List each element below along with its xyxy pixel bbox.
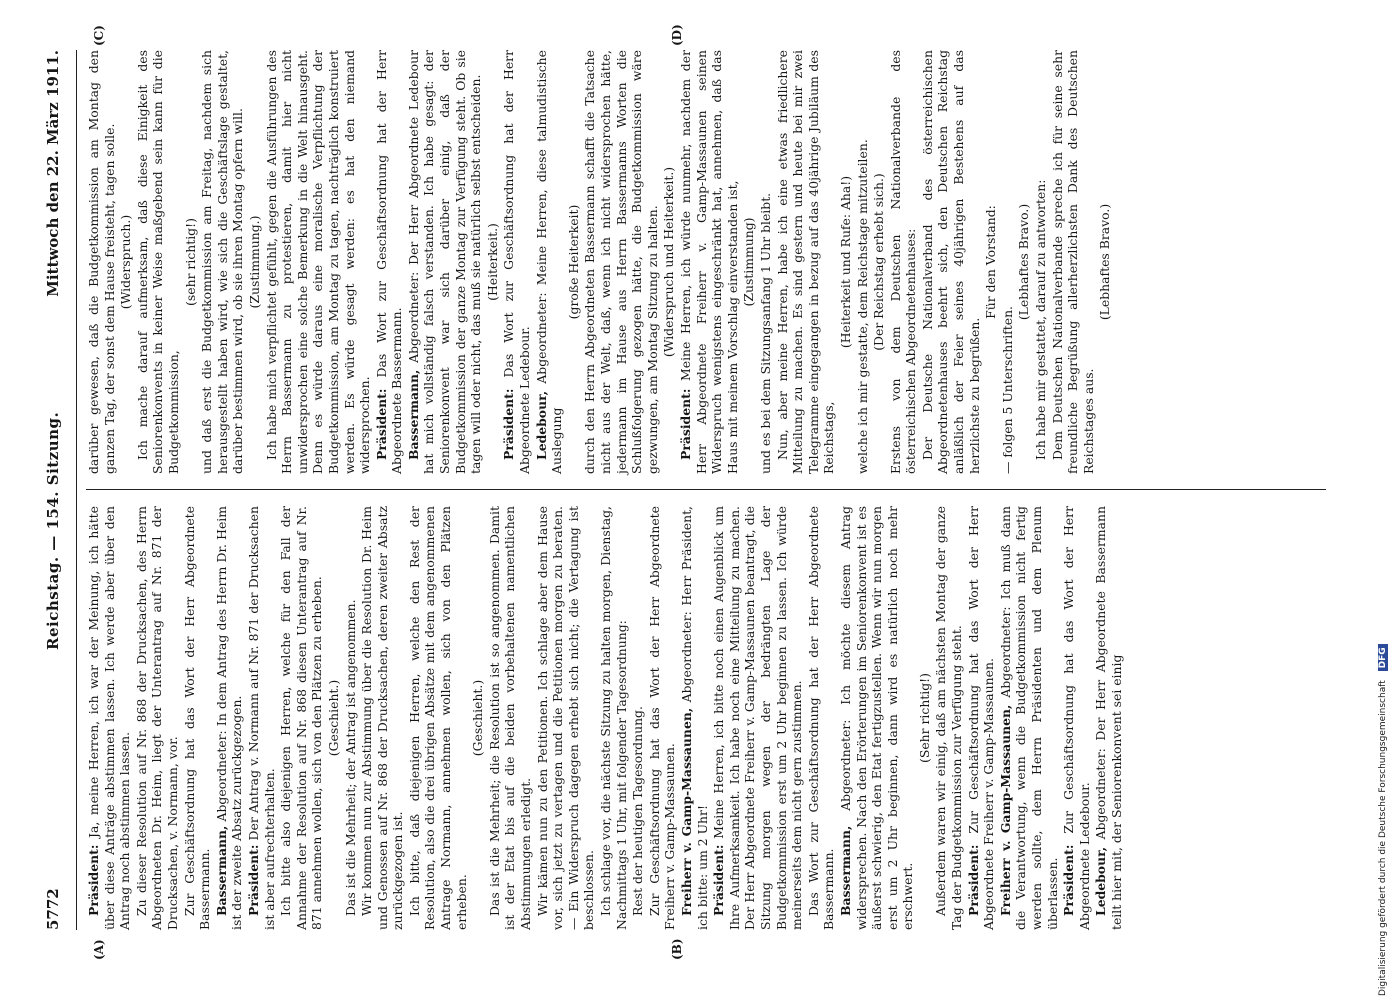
paragraph-text: Rest der heutigen Tagesordnung. <box>630 706 646 916</box>
paragraph <box>647 506 678 930</box>
margin-mark-b: (B) <box>670 938 684 960</box>
paragraph-text: Abgeordneter: Der Herr Abgeordnete Bassermann teilt hier mit, der Seniorenkonvent sei einig <box>1093 506 1124 930</box>
paragraph-text: Dem Deutschen Nationalverbande spreche ich für seine sehr freundliche Begrüßung allerherzlichsten Dank des Deutschen Reichstages aus. <box>1049 50 1096 474</box>
paragraph <box>183 50 199 474</box>
paragraph <box>534 50 565 474</box>
paragraph-text: Zur Geschäftsordnung hat das Wort der Herr Abgeordnete Ledebour. <box>1061 506 1092 930</box>
paragraph <box>1097 50 1113 474</box>
paragraph <box>917 506 933 930</box>
speaker-name: Präsident: <box>677 388 693 460</box>
paragraph <box>1061 506 1092 930</box>
speaker-name: Präsident: <box>711 844 727 916</box>
paragraph-text: welche ich mir gestatte, dem Reichstage mitzuteilen. <box>854 139 870 474</box>
speaker-name: Präsident: <box>373 388 389 460</box>
paragraph-text: Abgeordneter: Der Herr Abgeordnete Ledebour hat mich vollständig falsch verstanden. Ich habe gesagt: der Seniorenkonvent war sich darüber einig, daß der Budgetkommission der ganze Montag zur Verfügung steht. Ob sie tagen will oder nicht, das muß sie natürlich selbst entscheiden. <box>405 50 484 474</box>
paragraph <box>359 506 406 930</box>
speaker-name: Bassermann, <box>405 369 421 460</box>
paragraph <box>678 50 740 474</box>
paragraph <box>485 50 501 474</box>
paragraph <box>214 506 245 930</box>
paragraph-text: Das Wort zur Geschäftsordnung hat der Herr Abgeordnete Bassermann. <box>805 506 837 930</box>
paragraph <box>630 506 646 930</box>
paragraph-text: Außerdem waren wir einig, daß am nächsten Montag der ganze Tag der Budgetkommission zur Verfügung steht. <box>933 506 965 930</box>
paragraph <box>661 50 677 474</box>
paragraph-text: (Zustimmung.) <box>246 215 262 309</box>
speaker-name: Bassermann, <box>837 825 853 916</box>
paragraph-text: Der Antrag v. Normann auf Nr. 871 der Drucksachen ist aber aufrechterhalten. <box>245 506 277 930</box>
margin-mark-a: (A) <box>92 939 106 960</box>
paragraph <box>487 506 534 930</box>
paragraph <box>199 50 246 474</box>
paragraph <box>501 50 532 474</box>
speaker-name: Freiherr v. Gamp-Massaunen, <box>997 704 1013 916</box>
paragraph <box>407 506 469 930</box>
paragraph-text: Abgeordneter: Herr Präsident, ich bitte: um 2 Uhr! <box>678 506 710 930</box>
paragraph <box>566 50 582 474</box>
paragraph-text: Abgeordneter: In dem Antrag des Herrn Dr. Heim ist der zweite Absatz zurückgezogen. <box>213 506 245 930</box>
paragraph-text: Zur Geschäftsordnung hat das Wort der Herr Abgeordnete Freiherr v. Gamp-Massaunen. <box>646 506 678 930</box>
speaker-name: Freiherr v. Gamp-Massaunen, <box>678 707 694 916</box>
page-number: 5772 <box>44 888 62 930</box>
page-title: Reichstag. — 154. Sitzung. <box>44 411 62 650</box>
credit-text: Digitalisierung gefördert durch die Deutsche Forschungsgemeinschaft <box>1378 680 1388 996</box>
paragraph-text: Wir kommen nun zur Abstimmung über die Resolution Dr. Heim und Genossen auf Nr. 868 der Drucksachen, deren zweiter Absatz zurückgezogen ist. <box>359 506 406 930</box>
paragraph-text: Zu dieser Resolution auf Nr. 868 der Drucksachen, des Herrn Abgeordneten Dr. Heim, liegt der Unterantrag auf Nr. 871 der Drucksachen, v. Normann, vor. <box>133 506 180 930</box>
margin-mark-d: (D) <box>670 24 684 46</box>
speaker-name: Präsident: <box>86 844 101 916</box>
paragraph-text: Ich bitte, daß diejenigen Herren, welche den Rest der Resolution, also die drei übrigen Absätze mit dem angenommenen Antrage Normann, annehmen wollen, sich von den Plätzen erheben. <box>406 506 469 930</box>
paragraph-text: (Widerspruch.) <box>118 214 134 310</box>
paragraph <box>1016 50 1032 474</box>
paragraph-text: Das Wort zur Geschäftsordnung hat der Herr Abgeordnete Bassermann. <box>373 50 405 474</box>
paragraph <box>871 50 887 474</box>
paragraph <box>855 50 871 474</box>
paragraph <box>1000 50 1016 474</box>
paragraph-text: Ja, meine Herren, ich war der Meinung, ich hätte über diese Anträge abstimmen lassen. Ich werde aber über den Antrag noch abstimmen lassen. <box>86 506 133 930</box>
speaker-name: Ledebour, <box>533 390 549 460</box>
paragraph <box>1033 50 1049 474</box>
paragraph-text: und daß erst die Budgetkommission am Freitag, nachdem sich herausgestellt haben wird, wie sich die Geschäftslage gestaltet, darüber bestimmen wird, ob sie ihren Montag opfern will. <box>199 50 246 474</box>
paragraph-text: Ich habe mir gestattet, darauf zu antworten: <box>1033 179 1049 460</box>
paragraph <box>966 506 997 930</box>
session-date: Mittwoch den 22. März 1911. <box>44 50 62 297</box>
paragraph <box>326 506 342 930</box>
paragraph-text: Das ist die Mehrheit; die Resolution ist so angenommen. Damit ist der Etat bis auf die beiden vorbehaltenen namentlichen Abstimmungen erledigt. <box>486 506 534 930</box>
speaker-name: Präsident: <box>501 388 517 460</box>
paragraph-text: Ich habe mich verpflichtet gefühlt, gegen die Ausführungen des Herrn Bassermann zu protestieren, damit hier nicht unwidersprochen eine solche Bemerkung in die Welt hinausgeht. Denn es würde daraus eine moralische Verpflichtung der Budgetkommission, am Montag zu tagen, nachträglich konstruiert werden. Es würde gesagt werden: es hat den niemand widersprochen. <box>263 50 373 474</box>
paragraph <box>933 506 964 930</box>
paragraph-text: (Sehr richtig!) <box>916 673 932 763</box>
paragraph-text: Erstens von dem Deutschen Nationalverbande des österreichischen Abgeordnetenhauses: <box>887 50 919 474</box>
paragraph <box>182 506 213 930</box>
speaker-name: Präsident: <box>965 844 981 916</box>
paragraph-text: Abgeordneter: Meine Herren, diese talmudistische Auslegung <box>533 50 565 474</box>
paragraph <box>598 506 629 930</box>
paragraph-text: (Geschieht.) <box>470 679 486 757</box>
right-column <box>86 50 1114 474</box>
paragraph <box>775 50 837 474</box>
paragraph <box>343 506 359 930</box>
paragraph-text: (große Heiterkeit) <box>565 204 581 320</box>
document-page <box>40 24 1330 960</box>
paragraph-text: (Der Reichstag erhebt sich.) <box>871 173 887 351</box>
paragraph-text: (Widerspruch und Heiterkeit.) <box>661 166 677 358</box>
paragraph-text: durch den Herrn Abgeordneten Bassermann schafft die Tatsache nicht aus der Welt, daß, wenn ich nicht widersprochen hätte, jedermann im Hause aus Herrn Bassermanns Worten die Schlußfolgerung gezogen hätte, die Budgetkommission wäre gezwungen, am Montag Sitzung zu halten. <box>582 50 660 474</box>
paragraph <box>1050 50 1097 474</box>
paragraph <box>711 506 805 930</box>
paragraph-text: Ich schlage vor, die nächste Sitzung zu halten morgen, Dienstag, Nachmittags 1 Uhr, mit folgender Tagesordnung: <box>598 506 629 930</box>
speaker-name: Ledebour, <box>1093 846 1109 916</box>
paragraph-text: Nun, aber meine Herren, habe ich eine etwas friedlichere Mitteilung zu machen. Es sind gestern und heute bei mir zwei Telegramme eingegangen in bezug auf das 40jährige Jubiläum des Reichstags, <box>774 50 837 474</box>
paragraph <box>535 506 597 930</box>
paragraph-text: und es bei dem Sitzungsanfang 1 Uhr bleibt. <box>757 192 773 474</box>
paragraph-text: (Heiterkeit.) <box>484 223 500 301</box>
paragraph-text: darüber gewesen, daß die Budgetkommission am Montag den ganzen Tag, der sonst dem Hause freisteht, tagen solle. <box>86 50 117 474</box>
paragraph <box>86 506 133 930</box>
paragraph-text: (Zustimmung) <box>741 217 757 307</box>
paragraph-text: Das Wort zur Geschäftsordnung hat der Herr Abgeordnete Ledebour. <box>501 50 533 474</box>
paragraph-text: Abgeordneter: Ich möchte diesem Antrag widersprechen. Nach den Erörterungen im Seniorenkonvent ist es äußerst schwierig, den Etat fertigzustellen. Wenn wir nun morgen erst um 2 Uhr beginnen, dann wird es natürlich noch mehr erschwert. <box>837 506 916 930</box>
paragraph <box>118 50 134 474</box>
paragraph <box>264 50 373 474</box>
speaker-name: Bassermann, <box>213 825 229 916</box>
paragraph <box>406 50 484 474</box>
paragraph <box>134 506 181 930</box>
paragraph <box>1093 506 1124 930</box>
header-rule <box>76 50 77 930</box>
paragraph <box>470 506 486 930</box>
speaker-name: Präsident: <box>1061 844 1077 916</box>
dfg-logo: DFG <box>1378 644 1388 671</box>
paragraph-text: (Lebhaftes Bravo.) <box>1097 203 1113 321</box>
paragraph-text: Ich bitte also diejenigen Herren, welche für den Fall der Annahme der Resolution auf Nr. 868 diesen Unterantrag auf Nr. 871 annehmen wollen, sich von den Plätzen zu erheben. <box>278 506 325 930</box>
paragraph-text: (sehr richtig!) <box>182 218 198 306</box>
paragraph-text: Wir kämen nun zu den Petitionen. Ich schlage aber dem Hause vor, sich jetzt zu vertagen und die Petitionen morgen zu beraten. — Ein Widerspruch dagegen erhebt sich nicht; die Vertagung ist beschlossen. <box>534 506 597 930</box>
paragraph-text: Zur Geschäftsordnung hat das Wort der Herr Abgeordnete Freiherr v. Gamp-Massaunen. <box>965 506 997 930</box>
paragraph <box>135 50 182 474</box>
paragraph <box>806 506 837 930</box>
margin-mark-c: (C) <box>92 25 106 46</box>
paragraph <box>838 50 854 474</box>
paragraph <box>679 506 710 930</box>
paragraph <box>374 50 405 474</box>
column-divider <box>86 489 1326 490</box>
paragraph-text: Zur Geschäftsordnung hat das Wort der Herr Abgeordnete Bassermann. <box>181 506 213 930</box>
paragraph <box>998 506 1060 930</box>
paragraph-text: Der Deutsche Nationalverband des österreichischen Abgeordnetenhauses beehrt sich, den Deutschen Reichstag anläßlich der Feier seines 40jährigen Bestehens auf das herzlichste zu begrüßen. <box>919 50 982 474</box>
paragraph-text: Meine Herren, ich würde nunmehr, nachdem der Herr Abgeordnete Freiherr v. Gamp-Massaunen seinen Widerspruch wenigstens eingeschränkt hat, annehmen, daß das Haus mit meinem Vorschlag einverstanden ist, <box>677 50 740 474</box>
paragraph <box>920 50 982 474</box>
paragraph <box>888 50 919 474</box>
paragraph <box>838 506 916 930</box>
side-credit <box>1378 6 1392 996</box>
left-column <box>86 506 1126 930</box>
paragraph <box>247 50 263 474</box>
paragraph-text: Abgeordneter: Ich muß dann die Verantwortung, wenn die Budgetkommission nicht fertig werden sollte, dem Herrn Präsidenten und dem Plenum überlassen. <box>997 506 1060 930</box>
speaker-name: Präsident: <box>245 844 261 916</box>
paragraph <box>582 50 660 474</box>
paragraph <box>983 50 999 474</box>
paragraph <box>741 50 757 474</box>
paragraph-text: Ich mache darauf aufmerksam, daß diese Einigkeit des Seniorenkonvents in keiner Weise maßgebend sein kann für die Budgetkommission, <box>134 50 181 474</box>
paragraph-text: (Heiterkeit und Rufe: Aha!) <box>837 175 853 349</box>
paragraph <box>278 506 325 930</box>
paragraph-text: Für den Vorstand: <box>983 205 999 319</box>
paragraph-text: Das ist die Mehrheit; der Antrag ist angenommen. <box>342 599 358 916</box>
paragraph-text: — folgen 5 Unterschriften. <box>999 306 1015 474</box>
paragraph <box>758 50 774 474</box>
paragraph-text: (Lebhaftes Bravo.) <box>1016 203 1032 321</box>
paragraph <box>86 50 117 474</box>
paragraph-text: (Geschieht.) <box>325 679 341 757</box>
paragraph <box>246 506 277 930</box>
paragraph-text: Meine Herren, ich bitte noch einen Augenblick um Ihre Aufmerksamkeit. Ich habe noch eine Mitteilung zu machen. Der Herr Abgeordnete Freiherr v. Gamp-Massaunen beantragt, die Sitzung morgen wegen der bedrängten Lage der Budgetkommission erst um 2 Uhr beginnen zu lassen. Ich würde meinerseits dem nicht gern zustimmen. <box>711 506 805 930</box>
page-header <box>40 50 68 930</box>
